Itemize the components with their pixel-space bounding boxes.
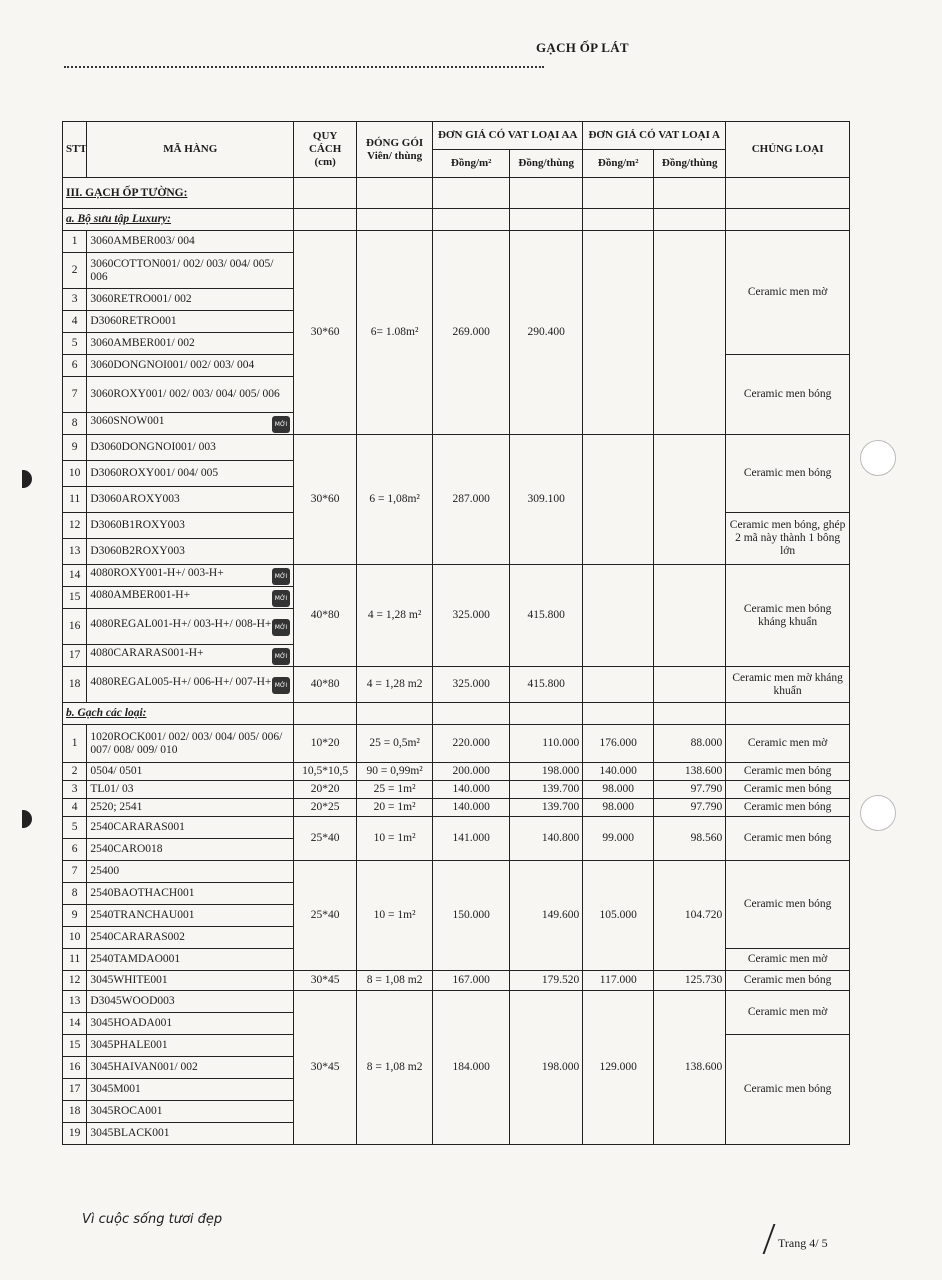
stt-cell: 10 [63, 927, 87, 949]
product-code-cell [87, 799, 294, 817]
table-row [63, 725, 850, 763]
product-code-cell [87, 609, 294, 645]
table-cell [357, 209, 433, 231]
table-cell [583, 703, 654, 725]
table-cell [433, 703, 510, 725]
product-code-cell [87, 927, 294, 949]
price-cell: 98.560 [654, 817, 726, 861]
table-row [63, 178, 850, 209]
new-badge: MỚI [272, 416, 290, 433]
price-cell: 150.000 [433, 861, 510, 971]
table-cell [510, 703, 583, 725]
price-cell: 200.000 [433, 763, 510, 781]
header-stt: STT [63, 122, 87, 178]
product-code: 3060RETRO001/ 002 [90, 293, 192, 305]
price-table [62, 121, 850, 1145]
price-cell: 198.000 [510, 991, 583, 1145]
product-code-cell [87, 905, 294, 927]
pack-cell: 90 = 0,99m² [357, 763, 433, 781]
empty-price-cell [654, 435, 726, 565]
product-code: TL01/ 03 [90, 783, 134, 795]
stt-cell: 8 [63, 413, 87, 435]
subsection-title: b. Gạch các loại: [63, 703, 294, 725]
table-cell [357, 178, 433, 209]
price-cell: 220.000 [433, 725, 510, 763]
product-code: 1020ROCK001/ 002/ 003/ 004/ 005/ 006/ 007/ 008/ 009/ 010 [90, 730, 283, 756]
product-code-cell [87, 311, 294, 333]
table-cell [583, 209, 654, 231]
price-cell: 167.000 [433, 971, 510, 991]
header-quy-cach: QUY CÁCH (cm) [294, 122, 357, 178]
product-code-cell [87, 839, 294, 861]
stt-cell: 1 [63, 725, 87, 763]
stt-cell: 12 [63, 971, 87, 991]
table-row [63, 231, 850, 253]
stt-cell: 15 [63, 587, 87, 609]
table-cell [726, 209, 850, 231]
product-code: 2540CARARAS002 [90, 931, 185, 943]
price-cell: 179.520 [510, 971, 583, 991]
price-cell: 198.000 [510, 763, 583, 781]
page-number: Trang 4/ 5 [778, 1236, 828, 1250]
header-don-gia-aa: ĐƠN GIÁ CÓ VAT LOẠI AA [433, 122, 583, 150]
empty-price-cell [654, 231, 726, 435]
product-code: 25400 [90, 865, 120, 877]
stt-cell: 16 [63, 609, 87, 645]
price-cell: 99.000 [583, 817, 654, 861]
category-cell: Ceramic men bóng [726, 971, 850, 991]
table-row [63, 435, 850, 461]
product-code-cell [87, 435, 294, 461]
table-cell [294, 703, 357, 725]
table-cell [510, 209, 583, 231]
product-code: D3060B2ROXY003 [90, 545, 185, 557]
table-row [63, 763, 850, 781]
product-code-cell [87, 883, 294, 905]
product-code: 3045WHITE001 [90, 974, 168, 986]
header-don-gia-a: ĐƠN GIÁ CÓ VAT LOẠI A [583, 122, 726, 150]
category-cell: Ceramic men bóng [726, 781, 850, 799]
product-code: 3045PHALE001 [90, 1039, 168, 1051]
product-code: 2520; 2541 [90, 801, 143, 813]
product-code-cell [87, 1123, 294, 1145]
price-cell: 138.600 [654, 991, 726, 1145]
size-cell: 30*60 [294, 231, 357, 435]
subsection-title: a. Bộ sưu tập Luxury: [63, 209, 294, 231]
price-cell: 184.000 [433, 991, 510, 1145]
empty-price-cell [583, 435, 654, 565]
product-code: 0504/ 0501 [90, 765, 143, 777]
table-cell [433, 209, 510, 231]
price-cell: 415.800 [510, 667, 583, 703]
table-row [63, 667, 850, 703]
price-cell: 140.000 [433, 799, 510, 817]
product-code: 2540TRANCHAU001 [90, 909, 195, 921]
stt-cell: 8 [63, 883, 87, 905]
stt-cell: 14 [63, 1013, 87, 1035]
price-cell: 325.000 [433, 667, 510, 703]
price-cell: 97.790 [654, 781, 726, 799]
category-cell: Ceramic men bóng [726, 435, 850, 513]
category-cell: Ceramic men mờ [726, 991, 850, 1035]
product-code-cell [87, 645, 294, 667]
price-cell: 88.000 [654, 725, 726, 763]
table-cell [294, 178, 357, 209]
product-code-cell [87, 1057, 294, 1079]
product-code: 3060AMBER001/ 002 [90, 337, 195, 349]
empty-price-cell [583, 231, 654, 435]
product-code-cell [87, 587, 294, 609]
stt-cell: 11 [63, 949, 87, 971]
category-cell: Ceramic men bóng [726, 763, 850, 781]
stt-cell: 15 [63, 1035, 87, 1057]
stt-cell: 1 [63, 231, 87, 253]
stt-cell: 14 [63, 565, 87, 587]
new-badge: MỚI [272, 619, 290, 636]
stt-cell: 12 [63, 513, 87, 539]
new-badge: MỚI [272, 677, 290, 694]
stt-cell: 9 [63, 905, 87, 927]
stt-cell: 18 [63, 1101, 87, 1123]
stt-cell: 2 [63, 763, 87, 781]
product-code: 3060AMBER003/ 004 [90, 235, 195, 247]
product-code: 3060SNOW001 [90, 414, 165, 427]
stt-cell: 13 [63, 539, 87, 565]
table-cell [726, 178, 850, 209]
size-cell: 25*40 [294, 861, 357, 971]
binder-mark [22, 810, 32, 828]
pack-cell: 6= 1.08m² [357, 231, 433, 435]
category-cell: Ceramic men bóng [726, 861, 850, 949]
stt-cell: 5 [63, 333, 87, 355]
product-code-cell [87, 991, 294, 1013]
table-cell [510, 178, 583, 209]
product-code: 4080REGAL001-H+/ 003-H+/ 008-H+ [90, 617, 272, 630]
product-code: 3045HAIVAN001/ 002 [90, 1061, 198, 1073]
product-code-cell [87, 1079, 294, 1101]
product-code-cell [87, 1013, 294, 1035]
stt-cell: 3 [63, 289, 87, 311]
table-row [63, 817, 850, 839]
size-cell: 30*60 [294, 435, 357, 565]
product-code-cell [87, 763, 294, 781]
table-cell [654, 178, 726, 209]
header-ma-hang: MÃ HÀNG [87, 122, 294, 178]
price-cell: 117.000 [583, 971, 654, 991]
stt-cell: 18 [63, 667, 87, 703]
price-cell: 139.700 [510, 799, 583, 817]
price-cell: 287.000 [433, 435, 510, 565]
product-code: 2540TAMDAO001 [90, 953, 181, 965]
header-dong-goi: ĐÓNG GÓI Viên/ thùng [357, 122, 433, 178]
price-cell: 98.000 [583, 781, 654, 799]
table-row [63, 861, 850, 883]
price-cell: 98.000 [583, 799, 654, 817]
product-code: 4080REGAL005-H+/ 006-H+/ 007-H+ [90, 675, 272, 688]
table-cell [433, 178, 510, 209]
size-cell: 25*40 [294, 817, 357, 861]
stt-cell: 16 [63, 1057, 87, 1079]
dotted-divider [64, 66, 544, 68]
stt-cell: 9 [63, 435, 87, 461]
punch-hole [860, 795, 896, 831]
stt-cell: 17 [63, 645, 87, 667]
price-cell: 110.000 [510, 725, 583, 763]
new-badge: MỚI [272, 590, 290, 607]
header-dong_thung: Đồng/thùng [510, 150, 583, 178]
pack-cell: 6 = 1,08m² [357, 435, 433, 565]
table-cell [654, 209, 726, 231]
product-code: 2540CARO018 [90, 843, 163, 855]
new-badge: MỚI [272, 648, 290, 665]
product-code: 3045ROCA001 [90, 1105, 163, 1117]
category-cell: Ceramic men mờ [726, 949, 850, 971]
stt-cell: 13 [63, 991, 87, 1013]
stt-cell: 17 [63, 1079, 87, 1101]
price-cell: 140.000 [433, 781, 510, 799]
category-cell: Ceramic men bóng [726, 355, 850, 435]
product-code-cell [87, 289, 294, 311]
table-row [63, 122, 850, 150]
header-dong_m2: Đồng/m² [433, 150, 510, 178]
product-code-cell [87, 949, 294, 971]
pack-cell: 8 = 1,08 m2 [357, 971, 433, 991]
header-dong_thung: Đồng/thùng [654, 150, 726, 178]
price-cell: 176.000 [583, 725, 654, 763]
size-cell: 30*45 [294, 991, 357, 1145]
product-code: 3060DONGNOI001/ 002/ 003/ 004 [90, 359, 255, 371]
binder-mark [22, 470, 32, 488]
table-cell [583, 178, 654, 209]
product-code: 2540BAOTHACH001 [90, 887, 195, 899]
stt-cell: 3 [63, 781, 87, 799]
category-cell: Ceramic men bóng, ghép 2 mã này thành 1 bông lớn [726, 513, 850, 565]
price-cell: 97.790 [654, 799, 726, 817]
product-code-cell [87, 971, 294, 991]
stt-cell: 10 [63, 461, 87, 487]
price-cell: 129.000 [583, 991, 654, 1145]
price-cell: 139.700 [510, 781, 583, 799]
price-cell: 269.000 [433, 231, 510, 435]
stt-cell: 5 [63, 817, 87, 839]
stt-cell: 2 [63, 253, 87, 289]
table-row [63, 971, 850, 991]
category-cell: Ceramic men bóng [726, 817, 850, 861]
category-cell: Ceramic men bóng [726, 799, 850, 817]
stt-cell: 6 [63, 355, 87, 377]
product-code: D3060DONGNOI001/ 003 [90, 441, 216, 453]
product-code-cell [87, 333, 294, 355]
product-code: 3060COTTON001/ 002/ 003/ 004/ 005/ 006 [90, 257, 274, 283]
table-row [63, 991, 850, 1013]
category-cell: Ceramic men mờ [726, 231, 850, 355]
product-code: D3060ROXY001/ 004/ 005 [90, 467, 219, 479]
product-code-cell [87, 377, 294, 413]
product-code-cell [87, 539, 294, 565]
product-code-cell [87, 461, 294, 487]
price-cell: 104.720 [654, 861, 726, 971]
new-badge: MỚI [272, 568, 290, 585]
size-cell: 10,5*10,5 [294, 763, 357, 781]
pack-cell: 25 = 0,5m² [357, 725, 433, 763]
section-title: III. GẠCH ỐP TƯỜNG: [63, 178, 294, 209]
table-cell [726, 703, 850, 725]
product-code-cell [87, 565, 294, 587]
size-cell: 10*20 [294, 725, 357, 763]
pack-cell: 10 = 1m² [357, 861, 433, 971]
empty-price-cell [583, 667, 654, 703]
product-code: 3045HOADA001 [90, 1017, 173, 1029]
table-cell [357, 703, 433, 725]
price-cell: 415.800 [510, 565, 583, 667]
table-row [63, 781, 850, 799]
pack-cell: 20 = 1m² [357, 799, 433, 817]
stt-cell: 7 [63, 861, 87, 883]
table-cell [294, 209, 357, 231]
table-row [63, 209, 850, 231]
product-code-cell [87, 781, 294, 799]
pack-cell: 10 = 1m² [357, 817, 433, 861]
category-cell: Ceramic men mờ [726, 725, 850, 763]
empty-price-cell [654, 667, 726, 703]
product-code-cell [87, 817, 294, 839]
header-dong_m2: Đồng/m² [583, 150, 654, 178]
product-code: 4080CARARAS001-H+ [90, 646, 204, 659]
product-code: 2540CARARAS001 [90, 821, 185, 833]
product-code: D3060RETRO001 [90, 315, 177, 327]
product-code: D3060B1ROXY003 [90, 519, 185, 531]
price-cell: 290.400 [510, 231, 583, 435]
stt-cell: 19 [63, 1123, 87, 1145]
size-cell: 40*80 [294, 565, 357, 667]
pack-cell: 8 = 1,08 m2 [357, 991, 433, 1145]
price-cell: 105.000 [583, 861, 654, 971]
product-code: 3060ROXY001/ 002/ 003/ 004/ 005/ 006 [90, 388, 280, 400]
price-cell: 325.000 [433, 565, 510, 667]
product-code: D3045WOOD003 [90, 995, 175, 1007]
stt-cell: 4 [63, 311, 87, 333]
size-cell: 20*20 [294, 781, 357, 799]
category-cell: Ceramic men bóng [726, 1035, 850, 1145]
size-cell: 20*25 [294, 799, 357, 817]
product-code-cell [87, 861, 294, 883]
table-row [63, 703, 850, 725]
size-cell: 30*45 [294, 971, 357, 991]
stt-cell: 6 [63, 839, 87, 861]
header-chung-loai: CHỦNG LOẠI [726, 122, 850, 178]
product-code-cell [87, 253, 294, 289]
price-cell: 140.000 [583, 763, 654, 781]
product-code-cell [87, 487, 294, 513]
product-code: 4080AMBER001-H+ [90, 588, 191, 601]
product-code-cell [87, 231, 294, 253]
product-code-cell [87, 413, 294, 435]
category-cell: Ceramic men mờ kháng khuẩn [726, 667, 850, 703]
price-cell: 140.800 [510, 817, 583, 861]
price-cell: 149.600 [510, 861, 583, 971]
pack-cell: 4 = 1,28 m² [357, 565, 433, 667]
page-title: GẠCH ỐP LÁT [536, 40, 629, 55]
product-code-cell [87, 725, 294, 763]
punch-hole [860, 440, 896, 476]
product-code-cell [87, 1035, 294, 1057]
product-code: 3045M001 [90, 1083, 141, 1095]
empty-price-cell [583, 565, 654, 667]
stt-cell: 7 [63, 377, 87, 413]
table-row [63, 799, 850, 817]
stt-cell: 11 [63, 487, 87, 513]
empty-price-cell [654, 565, 726, 667]
price-cell: 125.730 [654, 971, 726, 991]
product-code: D3060AROXY003 [90, 493, 180, 505]
category-cell: Ceramic men bóng kháng khuẩn [726, 565, 850, 667]
table-row [63, 565, 850, 587]
size-cell: 40*80 [294, 667, 357, 703]
product-code-cell [87, 667, 294, 703]
product-code-cell [87, 513, 294, 539]
price-cell: 309.100 [510, 435, 583, 565]
product-code-cell [87, 355, 294, 377]
product-code: 4080ROXY001-H+/ 003-H+ [90, 566, 224, 579]
price-cell: 138.600 [654, 763, 726, 781]
table-cell [654, 703, 726, 725]
stt-cell: 4 [63, 799, 87, 817]
pack-cell: 25 = 1m² [357, 781, 433, 799]
price-cell: 141.000 [433, 817, 510, 861]
product-code-cell [87, 1101, 294, 1123]
pack-cell: 4 = 1,28 m2 [357, 667, 433, 703]
footer-slogan: Vì cuộc sống tươi đẹp [82, 1212, 223, 1227]
product-code: 3045BLACK001 [90, 1127, 170, 1139]
